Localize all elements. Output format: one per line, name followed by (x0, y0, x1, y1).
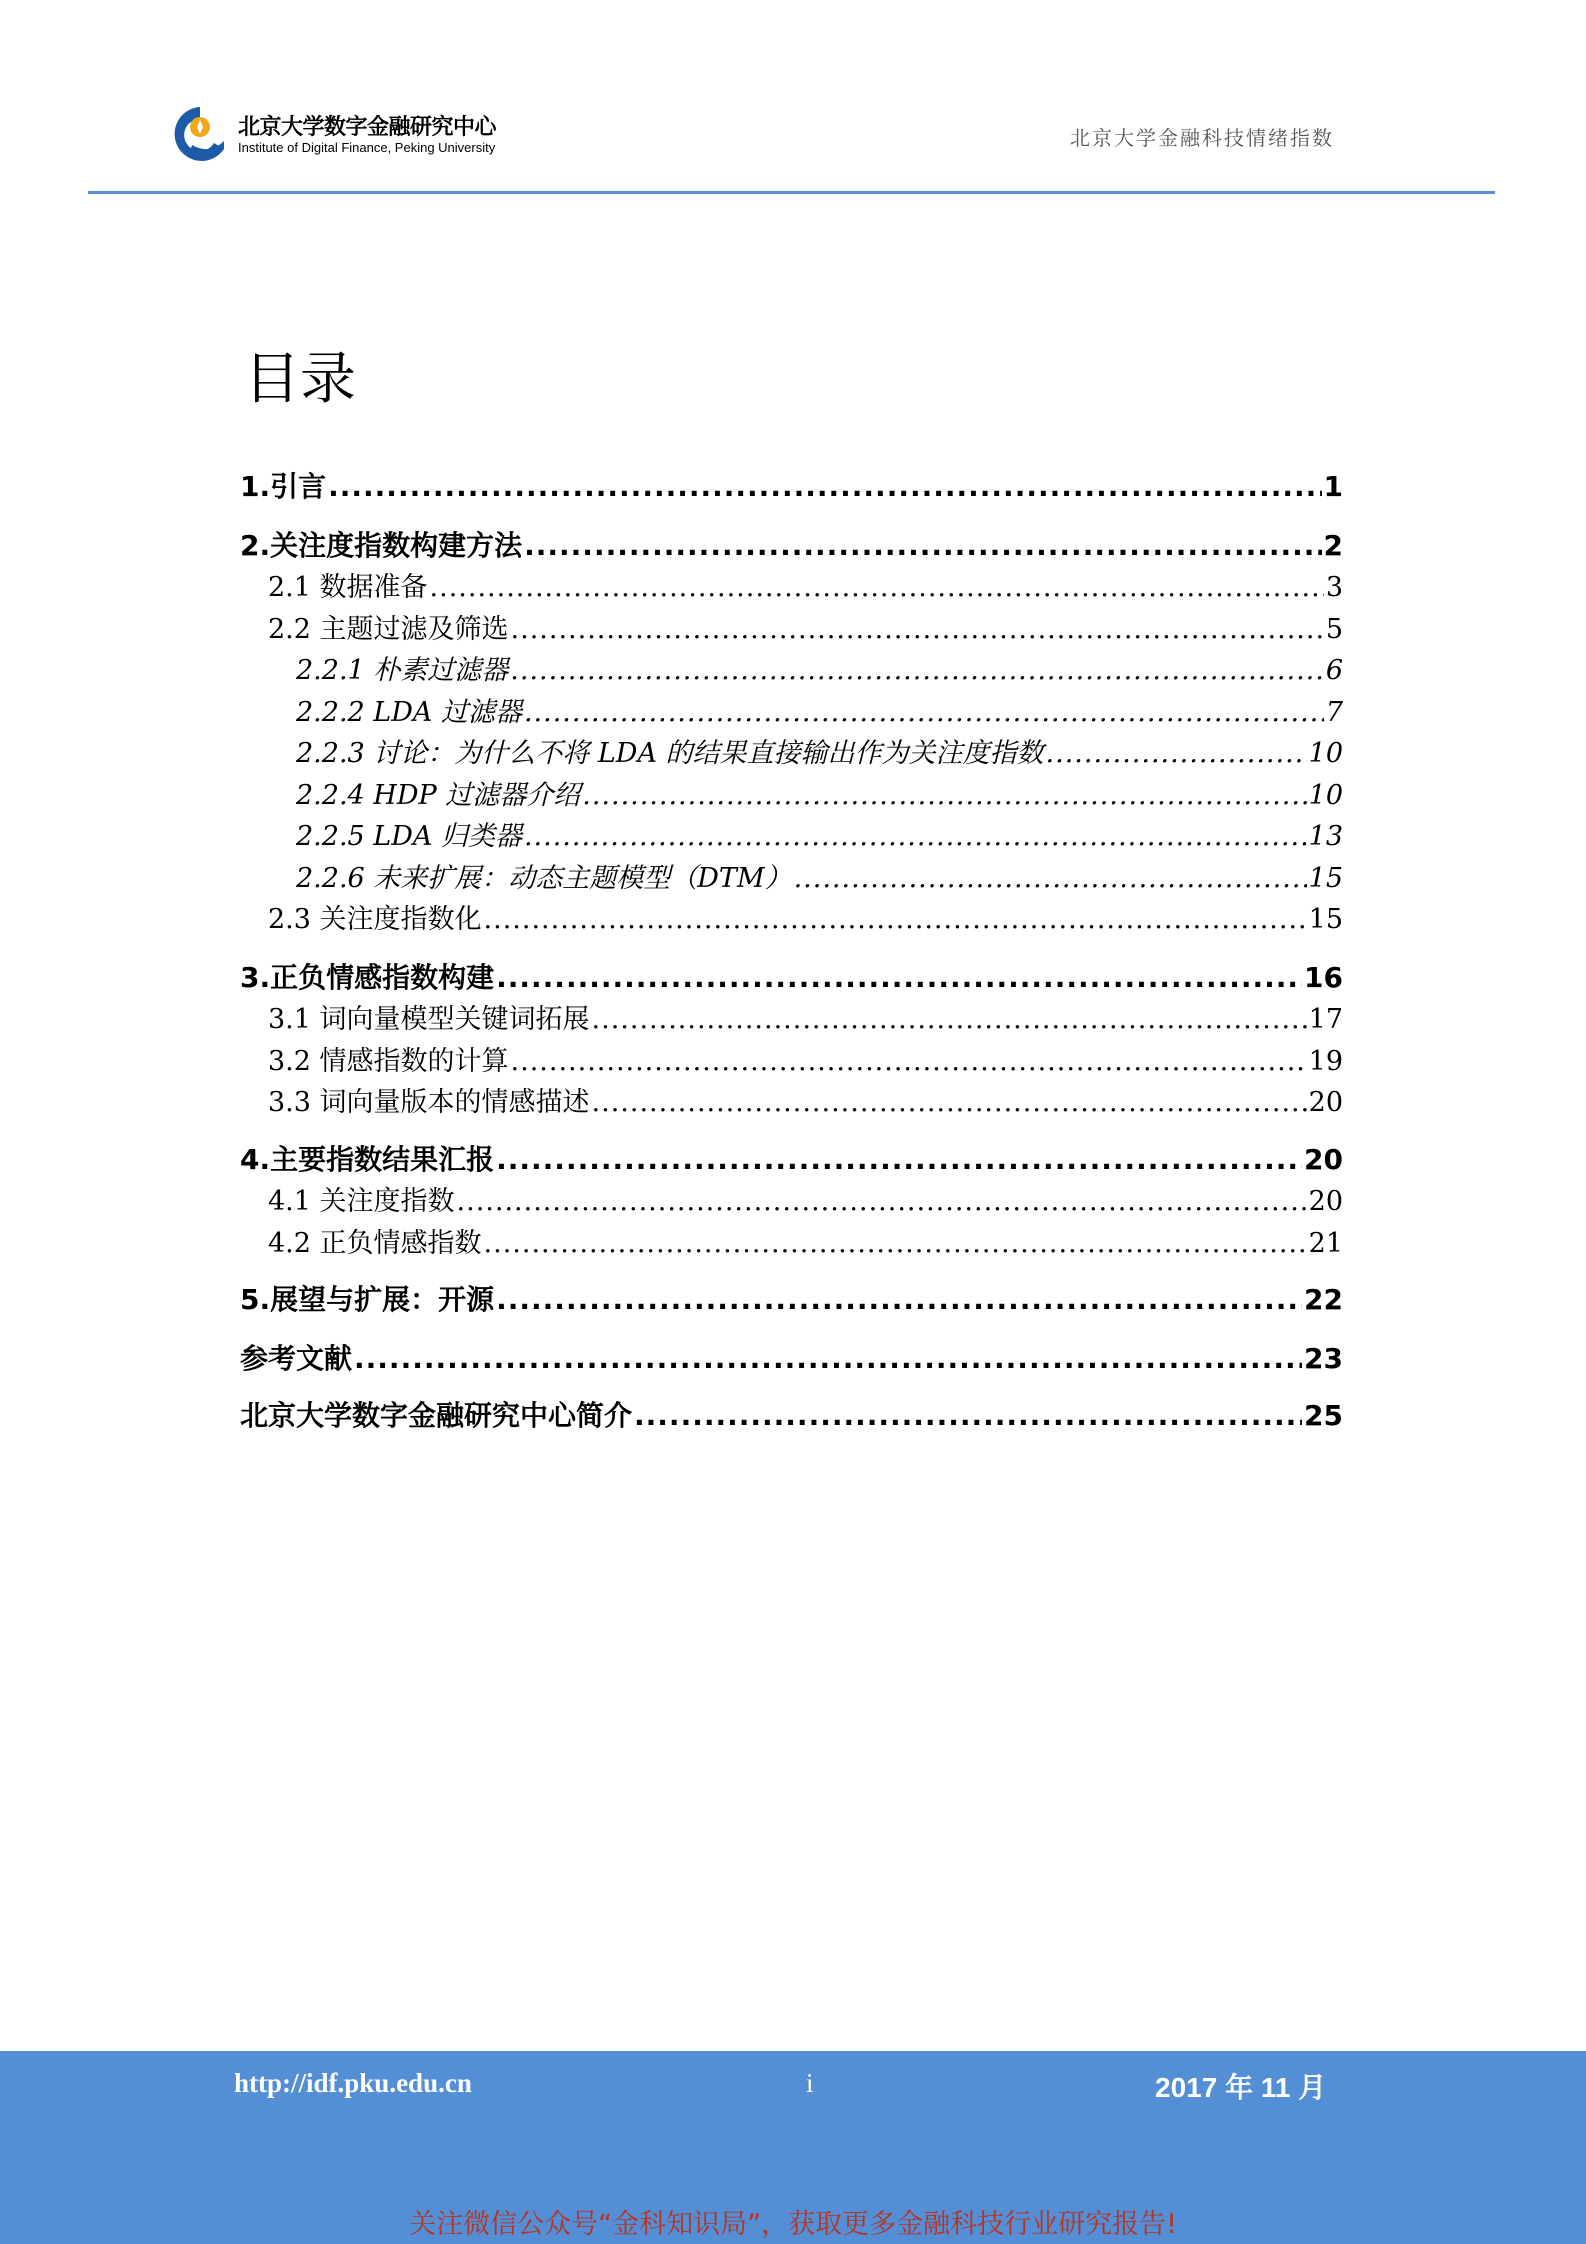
toc-entry-label: 2.1 数据准备 (268, 572, 428, 603)
toc-entry-label: 2.2.4 HDP 过滤器介绍 (296, 780, 581, 811)
toc-leader-dots (524, 821, 1307, 852)
toc-leader-dots (511, 1046, 1307, 1077)
logo-english-name: Institute of Digital Finance, Peking University (238, 140, 496, 155)
toc-leader-dots (524, 697, 1324, 728)
toc-entry-page: 16 (1304, 961, 1343, 994)
toc-entry-label: 1.引言 (240, 470, 327, 503)
toc-entry-page: 21 (1308, 1228, 1343, 1259)
toc-entry[interactable] (296, 648, 1343, 688)
toc-entry[interactable] (268, 997, 1343, 1037)
toc-leader-dots (484, 904, 1307, 935)
report-title: 北京大学金融科技情绪指数 (1070, 126, 1334, 150)
toc-entry-label: 2.2.3 讨论：为什么不将 LDA 的结果直接输出作为关注度指数 (296, 738, 1044, 769)
toc-leader-dots (496, 1283, 1302, 1316)
toc-entry[interactable] (268, 1179, 1343, 1219)
toc-entry-page: 2 (1323, 529, 1343, 562)
toc-entry-page: 10 (1308, 780, 1343, 811)
toc-entry-page: 20 (1308, 1087, 1343, 1118)
toc-entry-page: 5 (1325, 614, 1343, 645)
toc-entry[interactable] (296, 690, 1343, 730)
toc-leader-dots (354, 1342, 1302, 1375)
toc-entry[interactable] (296, 773, 1343, 813)
toc-leader-dots (496, 961, 1302, 994)
toc-leader-dots (496, 1143, 1302, 1176)
toc-entry-page: 15 (1308, 904, 1343, 935)
toc-entry-label: 2.2.6 未来扩展：动态主题模型（DTM） (296, 863, 792, 894)
toc-entry-label: 2.关注度指数构建方法 (240, 529, 523, 562)
toc-entry[interactable] (240, 1138, 1343, 1178)
toc-leader-dots (634, 1399, 1302, 1432)
toc-entry-label: 2.2.1 朴素过滤器 (296, 655, 509, 686)
footer-promo: 关注微信公众号“金科知识局”，获取更多金融科技行业研究报告! (409, 2209, 1177, 2240)
toc-leader-dots (582, 780, 1306, 811)
toc-entry[interactable] (296, 856, 1343, 896)
toc-entry-page: 20 (1308, 1186, 1343, 1217)
toc-entry-label: 2.2 主题过滤及筛选 (268, 614, 509, 645)
toc-entry-page: 19 (1308, 1046, 1343, 1077)
toc-entry-page: 15 (1308, 863, 1343, 894)
toc-entry-label: 5.展望与扩展：开源 (240, 1283, 495, 1316)
toc-leader-dots (592, 1004, 1307, 1035)
toc-entry-label: 北京大学数字金融研究中心简介 (240, 1399, 633, 1432)
toc-entry-page: 3 (1325, 572, 1343, 603)
toc-entry-page: 17 (1308, 1004, 1343, 1035)
toc-entry[interactable] (268, 1039, 1343, 1079)
toc-entry-page: 23 (1304, 1342, 1343, 1375)
toc-entry-label: 4.2 正负情感指数 (268, 1228, 482, 1259)
toc-entry-label: 2.2.2 LDA 过滤器 (296, 697, 522, 728)
toc-entry-label: 4.主要指数结果汇报 (240, 1143, 495, 1176)
footer-page-number: i (806, 2068, 814, 2098)
toc-entry-page: 10 (1308, 738, 1343, 769)
toc-entry[interactable] (268, 565, 1343, 605)
toc-entry[interactable] (296, 731, 1343, 771)
footer-date: 2017 年 11 月 (1155, 2072, 1327, 2103)
toc-entry[interactable] (268, 897, 1343, 937)
toc-entry-page: 25 (1304, 1399, 1343, 1432)
toc-leader-dots (510, 655, 1324, 686)
toc-entry-label: 2.3 关注度指数化 (268, 904, 482, 935)
toc-entry[interactable] (268, 607, 1343, 647)
header-divider (88, 191, 1495, 194)
page-title: 目录 (244, 347, 356, 412)
institute-logo-icon (170, 105, 226, 163)
toc-entry[interactable] (268, 1221, 1343, 1261)
toc-entry-label: 2.2.5 LDA 归类器 (296, 821, 522, 852)
toc-leader-dots (1046, 738, 1307, 769)
toc-entry-label: 3.3 词向量版本的情感描述 (268, 1087, 590, 1118)
toc-entry-page: 6 (1325, 655, 1343, 686)
toc-entry-label: 3.正负情感指数构建 (240, 961, 495, 994)
toc-leader-dots (328, 470, 1321, 503)
toc-entry-page: 22 (1304, 1283, 1343, 1316)
toc-entry-label: 3.1 词向量模型关键词拓展 (268, 1004, 590, 1035)
toc-entry-page: 1 (1323, 470, 1343, 503)
toc-leader-dots (592, 1087, 1307, 1118)
toc-leader-dots (484, 1228, 1307, 1259)
toc-entry[interactable] (240, 956, 1343, 996)
toc-leader-dots (430, 572, 1324, 603)
toc-leader-dots (457, 1186, 1307, 1217)
toc-entry-label: 参考文献 (240, 1342, 353, 1375)
toc-entry-page: 13 (1308, 821, 1343, 852)
toc-entry[interactable] (240, 1337, 1343, 1377)
toc-entry[interactable] (296, 814, 1343, 854)
toc-entry-page: 20 (1304, 1143, 1343, 1176)
toc-entry-label: 3.2 情感指数的计算 (268, 1046, 509, 1077)
toc-entry[interactable] (268, 1080, 1343, 1120)
toc-entry-page: 7 (1325, 697, 1343, 728)
toc-leader-dots (524, 529, 1321, 562)
toc-entry[interactable] (240, 524, 1343, 564)
toc-entry[interactable] (240, 465, 1343, 505)
toc-entry-label: 4.1 关注度指数 (268, 1186, 455, 1217)
toc-entry[interactable] (240, 1278, 1343, 1318)
toc-leader-dots (511, 614, 1324, 645)
toc-entry[interactable] (240, 1394, 1343, 1434)
footer-url[interactable]: http://idf.pku.edu.cn (234, 2068, 472, 2098)
toc-leader-dots (794, 863, 1307, 894)
logo-chinese-name: 北京大学数字金融研究中心 (238, 115, 497, 140)
